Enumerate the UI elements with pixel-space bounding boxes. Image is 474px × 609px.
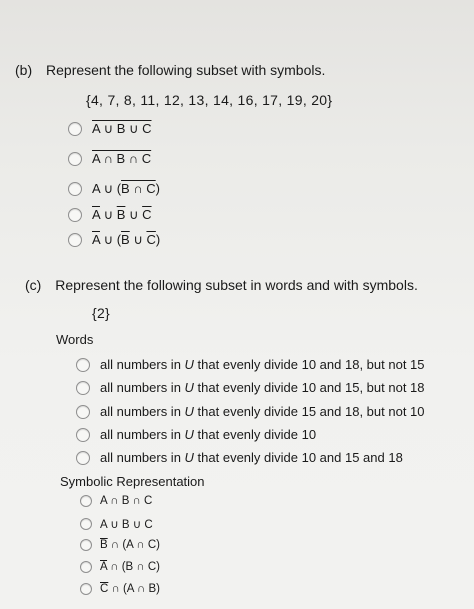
symbolic-option-3[interactable] bbox=[80, 539, 160, 551]
part-c-label: (c) bbox=[25, 277, 42, 293]
radio-button[interactable] bbox=[80, 561, 92, 573]
part-b-set: {4, 7, 8, 11, 12, 13, 14, 16, 17, 19, 20} bbox=[86, 92, 333, 108]
radio-button[interactable] bbox=[68, 182, 82, 196]
part-c-header bbox=[25, 277, 418, 293]
radio-button[interactable] bbox=[68, 152, 82, 166]
radio-button[interactable] bbox=[76, 358, 90, 372]
option-text: $\overline{B}$ ∩ (A ∩ C) bbox=[100, 539, 160, 551]
radio-button[interactable] bbox=[76, 428, 90, 442]
option-text: A ∩ B ∩ C bbox=[100, 495, 153, 507]
symbolic-option-5[interactable] bbox=[80, 583, 160, 595]
word-option-1[interactable] bbox=[76, 357, 425, 372]
radio-button[interactable] bbox=[76, 405, 90, 419]
word-option-2[interactable] bbox=[76, 380, 425, 395]
radio-button[interactable] bbox=[76, 381, 90, 395]
radio-button[interactable] bbox=[76, 451, 90, 465]
words-heading: Words bbox=[56, 332, 94, 347]
symbolic-option-2[interactable] bbox=[80, 517, 153, 531]
option-text: A ∩ B ∩ C bbox=[92, 151, 152, 166]
option-text: $\overline{A}$ ∪ $\overline{B}$ ∪ $\overline{C}$ bbox=[92, 207, 152, 222]
radio-button[interactable] bbox=[68, 122, 82, 136]
part-b-header bbox=[15, 62, 325, 78]
option-text: A ∪ (B ∩ C) bbox=[92, 181, 161, 196]
symbolic-option-1[interactable] bbox=[80, 495, 152, 507]
part-b-option-4[interactable] bbox=[68, 207, 152, 223]
part-b-option-5[interactable] bbox=[68, 232, 160, 248]
option-text: $\overline{A}$ ∩ (B ∩ C) bbox=[100, 561, 160, 573]
symbolic-option-4[interactable] bbox=[80, 561, 160, 573]
word-option-3[interactable] bbox=[76, 404, 425, 419]
word-option-4[interactable] bbox=[76, 427, 316, 442]
option-text: $\overline{A}$ ∪ ($\overline{B}$ ∪ $\overline{C}$) bbox=[92, 232, 161, 247]
option-text: all numbers in U that evenly divide 10 and 18, but not 15 bbox=[100, 357, 425, 372]
option-text: all numbers in U that evenly divide 10 and 15, but not 18 bbox=[100, 380, 425, 395]
option-text: all numbers in U that evenly divide 15 and 18, but not 10 bbox=[100, 404, 425, 419]
radio-button[interactable] bbox=[80, 518, 92, 530]
radio-button[interactable] bbox=[80, 495, 92, 507]
option-text: A ∪ B ∪ C bbox=[100, 519, 153, 531]
radio-button[interactable] bbox=[68, 233, 82, 247]
part-b-label: (b) bbox=[15, 62, 33, 78]
part-c-set: {2} bbox=[92, 305, 111, 321]
part-b-prompt: Represent the following subset with symbols. bbox=[46, 62, 326, 78]
symbolic-heading: Symbolic Representation bbox=[60, 474, 205, 489]
option-text: $\overline{C}$ ∩ (A ∩ B) bbox=[100, 583, 160, 595]
option-text: all numbers in U that evenly divide 10 and 15 and 18 bbox=[100, 450, 403, 465]
option-text: A ∪ B ∪ C bbox=[92, 121, 152, 136]
radio-button[interactable] bbox=[80, 583, 92, 595]
part-b-option-2[interactable] bbox=[68, 151, 151, 166]
radio-button[interactable] bbox=[68, 208, 82, 222]
part-b-option-1[interactable] bbox=[68, 121, 152, 137]
word-option-5[interactable] bbox=[76, 450, 403, 465]
part-b-option-3[interactable] bbox=[68, 181, 160, 197]
option-text: all numbers in U that evenly divide 10 bbox=[100, 427, 317, 442]
part-c-prompt: Represent the following subset in words and with symbols. bbox=[55, 277, 418, 293]
radio-button[interactable] bbox=[80, 539, 92, 551]
